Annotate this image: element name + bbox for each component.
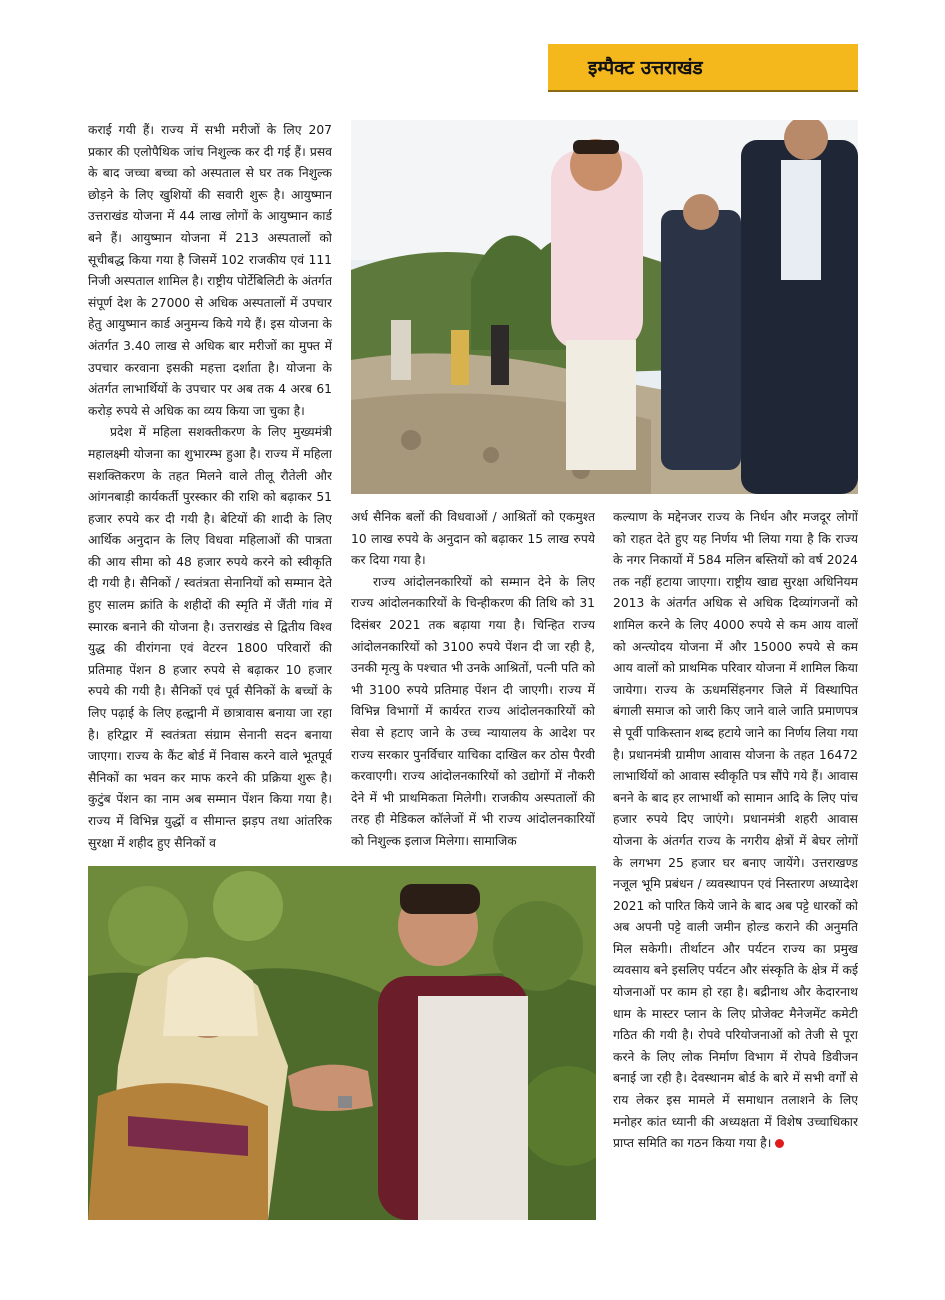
photo-greeting-elder — [88, 866, 596, 1220]
section-header — [548, 44, 858, 90]
column3-paragraph-1 — [613, 507, 858, 1155]
section-title: इम्पैक्ट उत्तराखंड — [588, 57, 703, 79]
article-column-1 — [88, 120, 332, 868]
column1-paragraph-1: कराई गयी हैं। राज्य में सभी मरीजों के लिए 207 प्रकार की एलोपैथिक जांच निशुल्क कर दी गई हैं। प्रसव के बाद जच्चा बच्चा को अस्पताल से घर तक निशुल्क छोड़ने के लिए खुशियों की सवारी शुरू है। आयुष्मान उत्तराखंड योजना में 44 लाख लोगों के आयुष्मान कार्ड बने हैं। आयुष्मान योजना में 213 अस्पतालों को सूचीबद्ध किया गया है जिसमें 102 राजकीय एवं 111 निजी अस्पताल शामिल है। राष्ट्रीय पोर्टेबिलिटी के अंतर्गत संपूर्ण देश के 27000 से अधिक अस्पतालों में उपचार हेतु आयुष्मान कार्ड अनुमन्य किये गये हैं। इस योजना के अंतर्गत 3.40 लाख से अधिक बार मरीजों का मुफ्त में उपचार करवाना इसकी महत्ता दर्शाता है। योजना के अंतर्गत लाभार्थियों के उपचार पर अब तक 4 अरब 61 करोड़ रुपये से अधिक का व्यय किया जा चुका है। — [88, 123, 332, 418]
column3-text: कल्याण के मद्देनजर राज्य के निर्धन और मजदूर लोगों को राहत देते हुए यह निर्णय भी लिया गया है कि राज्य के नगर निकायों में 584 मलिन बस्तियों को वर्ष 2024 तक नहीं हटाया जाएगा। राष्ट्रीय खाद्य सुरक्षा अधिनियम 2013 के अंतर्गत अधिक से अधिक दिव्यांगजनों को शामिल करने के लिए 4000 रुपये से कम आय वालों को अन्त्योदय योजना में और 15000 रुपये से कम आय वालों को प्राथमिक परिवार योजना में शामिल किया जायेगा। राज्य के ऊधमसिंहनगर जिले में विस्थापित बंगाली समाज को जारी किए जाने वाले जाति प्रमाणपत्र से पूर्वी पाकिस्तान शब्द हटाये जाने का निर्णय लिया गया है। प्रधानमंत्री ग्रामीण आवास योजना के तहत 16472 लाभार्थियों को आवास स्वीकृति पत्र सौंपे गये हैं। आवास बनने के बाद हर लाभार्थी को सामान आदि के लिए पांच हजार रुपये दिए जाएंगे। प्रधानमंत्री शहरी आवास योजना के अंतर्गत राज्य के नगरीय क्षेत्रों में बेघर लोगों के लगभग 25 हजार घर बनाए जायेंगे। उत्तराखण्ड नजूल भूमि प्रबंधन / व्यवस्थापन एवं निस्तारण अध्यादेश 2021 को पारित किये जाने के बाद अब पट्टे धारकों को अब अपनी पट्टे वाली जमीन होल्ड कराने की अनुमति मिल सकेगी। तीर्थाटन और पर्यटन राज्य का प्रमुख व्यवसाय बने इसलिए पर्यटन और संस्कृति के क्षेत्र में कई योजनाओं पर काम हो रहा है। बद्रीनाथ और केदारनाथ धाम के मास्टर प्लान के लिए प्रोजेक्ट मैनेजमेंट कमेटी गठित की गयी है। रोपवे परियोजनाओं को तेजी से पूरा करने के लिए लोक निर्माण विभाग में रोपवे डिवीजन बनाई जा रही है। देवस्थानम बोर्ड के बारे में सभी वर्गों से राय लेकर इस मामले में समाधान तलाशने के लिए मनोहर कांत ध्यानी की अध्यक्षता में विशेष उच्चाधिकार प्राप्त समिति का गठन किया गया है। — [613, 510, 858, 1151]
photo-site-inspection — [351, 120, 858, 494]
column1-paragraph-2: प्रदेश में महिला सशक्तीकरण के लिए मुख्यमंत्री महालक्ष्मी योजना का शुभारम्भ हुआ है। राज्य में महिला सशक्तिकरण के तहत मिलने वाले तीलू रौतेली और आंगनबाड़ी कार्यकर्ती पुरस्कार की राशि को बढ़ाकर 51 हजार रुपये कर दी गयी है। बेटियों की शादी के लिए आर्थिक अनुदान के लिए विधवा महिलाओं की पात्रता की आय सीमा को 48 हजार रुपये करने को स्वीकृति दी गयी है। सैनिकों / स्वतंत्रता सेनानियों को सम्मान देते हुए सालम क्रांति के शहीदों की स्मृति में जैंती गांव में स्मारक बनाने की योजना है। उत्तराखंड से द्वितीय विश्व युद्ध की वीरांगना एवं वेटरन 1800 परिवारों की प्रतिमाह पेंशन 8 हजार रुपये से बढ़ाकर 10 हजार रुपये की गयी है। सैनिकों एवं पूर्व सैनिकों के बच्चों के लिए पढ़ाई के लिए हल्द्वानी में छात्रावास बनाया जा रहा है। हरिद्वार में स्वतंत्रता संग्राम सेनानी सदन बनाया जाएगा। राज्य के कैंट बोर्ड में निवास करने वाले भूतपूर्व सैनिकों का भवन कर माफ करने की प्रक्रिया शुरू है। कुटुंब पेंशन का नाम अब सम्मान पेंशन किया गया है। राज्य में विभिन्न युद्धों व सीमान्त झड़प तथा आंतरिक सुरक्षा में शहीद हुए सैनिकों व — [88, 425, 332, 850]
article-column-2 — [351, 507, 595, 849]
header-rule — [548, 90, 858, 92]
column2-paragraph-1: अर्ध सैनिक बलों की विधवाओं / आश्रितों को एकमुश्त 10 लाख रुपये के अनुदान को बढ़ाकर 15 लाख रुपये कर दिया गया है। — [351, 510, 595, 568]
article-column-3 — [613, 507, 858, 1227]
end-mark-icon — [775, 1139, 784, 1148]
column2-paragraph-2: राज्य आंदोलनकारियों को सम्मान देने के लिए राज्य आंदोलनकारियों के चिन्हीकरण की तिथि को 31 दिसंबर 2021 तक बढ़ाया गया है। चिन्हित राज्य आंदोलनकारियों को 3100 रुपये पेंशन दी जा रही है, उनकी मृत्यु के पश्चात भी उनके आश्रितों, पत्नी पति को भी 3100 रुपये प्रतिमाह पेंशन दी जाएगी। राज्य में विभिन्न विभागों में कार्यरत राज्य आंदोलनकारियों को सेवा से हटाए जाने के उच्च न्यायालय के आदेश पर राज्य सरकार पुनर्विचार याचिका दाखिल कर ठोस पैरवी करवाएगी। राज्य आंदोलनकारियों को उद्योगों में नौकरी देने में भी प्राथमिकता मिलेगी। राजकीय अस्पतालों की तरह ही मेडिकल कॉलेजों में भी राज्य आंदोलनकारियों को निशुल्क इलाज मिलेगा। सामाजिक — [351, 574, 595, 848]
